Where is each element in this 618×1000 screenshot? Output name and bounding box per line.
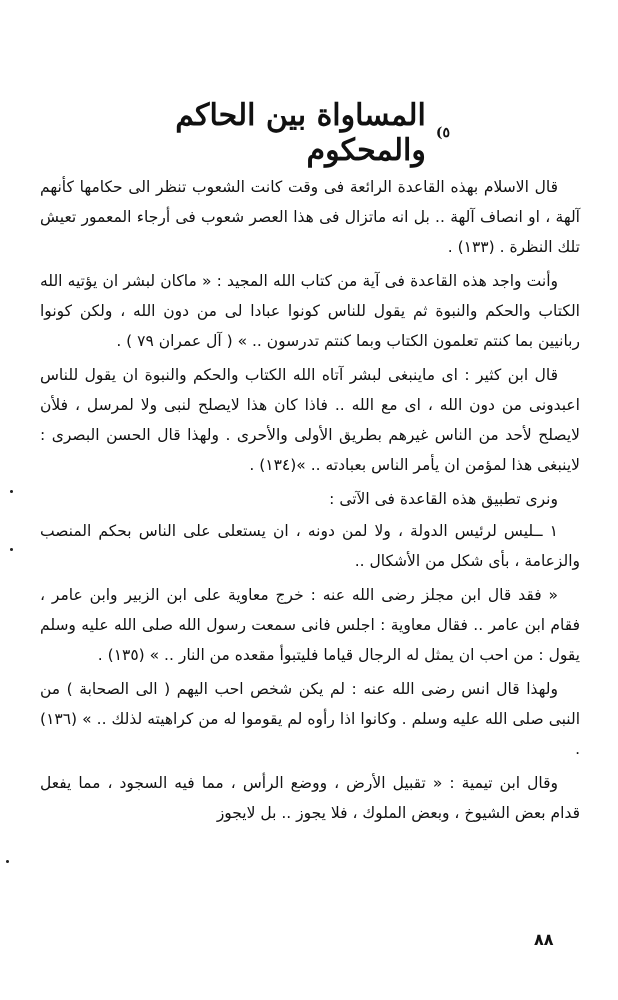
paragraph: وأنت واجد هذه القاعدة فى آية من كتاب الله المجيد : « ماكان لبشر ان يؤتيه الله الكتاب والحكم والنبوة ثم يقول للناس كونوا عبادا لى من دون الله ، ولكن كونوا ربانيين بما كنتم تعلمون الكتاب وبما كنتم تدرسون .. » ( آل عمران ٧٩ ) .	[40, 272, 580, 350]
paragraph: ولهذا قال انس رضى الله عنه : لم يكن شخص احب اليهم ( الى الصحابة ) من النبى صلى الله عليه وسلم . وكانوا اذا رأوه لم يقوموا له من كراهيته لذلك .. » (١٣٦) .	[40, 680, 580, 758]
paragraph: ١ ــليس لرئيس الدولة ، ولا لمن دونه ، ان يستعلى على الناس بحكم المنصب والزعامة ، بأى شكل من الأشكال ..	[40, 522, 580, 570]
paragraph: قال الاسلام بهذه القاعدة الرائعة فى وقت كانت الشعوب تنظر الى حكامها كأنهم آلهة ، او انصاف آلهة .. بل انه ماتزال فى هذا العصر شعوب فى أرجاء المعمور تعيش تلك النظرة . (١٣٣) .	[40, 178, 580, 256]
paragraph: ونرى تطبيق هذه القاعدة فى الآتى :	[329, 490, 558, 508]
section-title: المساواة بين الحاكم والمحكوم	[175, 98, 426, 168]
scan-speck	[10, 548, 13, 551]
scan-speck	[6, 860, 9, 863]
scan-speck	[10, 490, 13, 493]
section-number: ٥)	[435, 125, 450, 141]
body-text	[40, 172, 580, 832]
paragraph: « فقد قال ابن مجلز رضى الله عنه : خرج معاوية على ابن الزبير وابن عامر ، فقام ابن عامر .. فقال معاوية : اجلس فانى سمعت رسول الله صلى الله عليه وسلم يقول : من احب ان يمثل له الرجال قياما فليتبوأ مقعده من النار .. » (١٣٥) .	[40, 586, 580, 664]
paragraph: وقال ابن تيمية : « تقبيل الأرض ، ووضع الرأس ، مما فيه السجود ، مما يفعل قدام بعض الشيوخ ، وبعض الملوك ، فلا يجوز .. بل لايجوز	[40, 774, 580, 822]
page-number: ٨٨	[534, 930, 554, 949]
section-heading	[150, 98, 450, 168]
paragraph: قال ابن كثير : اى ماينبغى لبشر آتاه الله الكتاب والحكم والنبوة ان يقول للناس اعبدونى من دون الله ، اى مع الله .. فاذا كان هذا لايصلح لنبى ولا لمرسل ، فلأن لايصلح لأحد من الناس غيرهم بطريق الأولى والأحرى . ولهذا قال الحسن البصرى : لاينبغى هذا لمؤمن ان يأمر الناس بعبادته .. »(١٣٤) .	[40, 366, 580, 474]
